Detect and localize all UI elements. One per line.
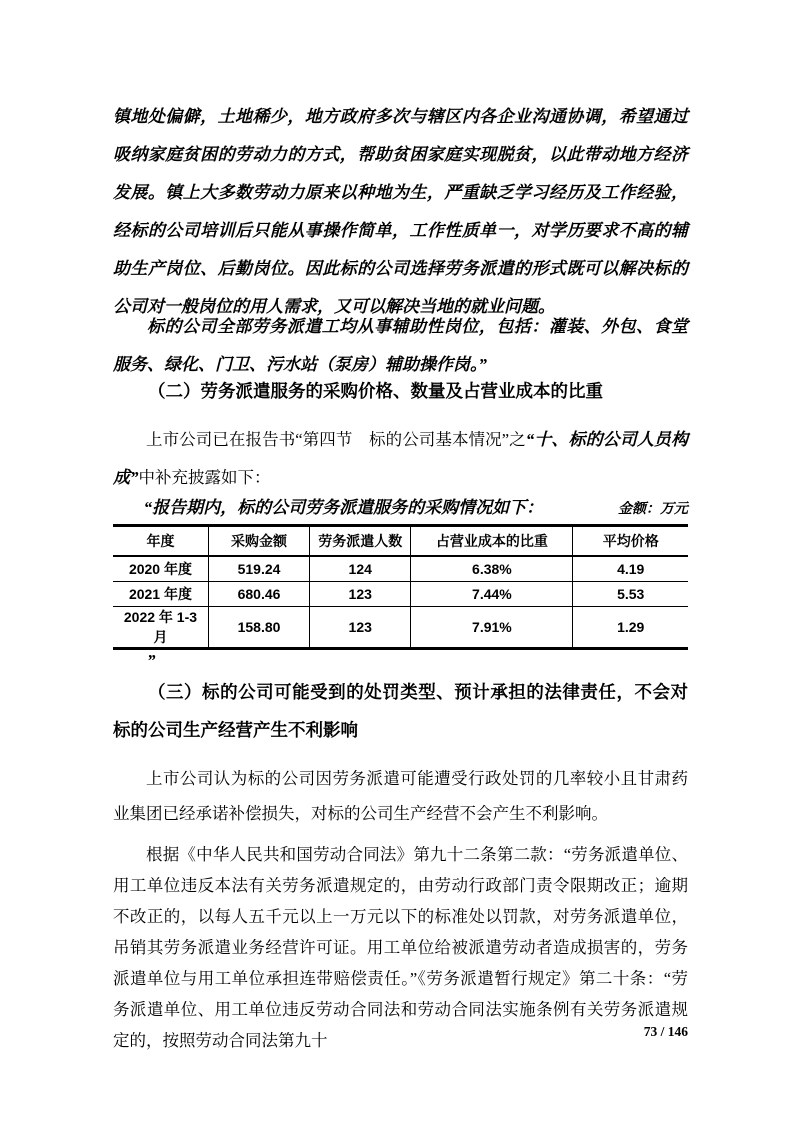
table-header-row (113, 526, 688, 557)
cell-average-price: 4.19 (573, 556, 688, 582)
cell-cost-ratio: 7.91% (411, 607, 573, 649)
cell-purchase-amount: 680.46 (208, 582, 309, 607)
para-penalty-opinion: 上市公司认为标的公司因劳务派遣可能遭受行政处罚的几率较小且甘肃药业集团已经承诺补偿损失，对标的公司生产经营不会产生不利影响。 (113, 768, 688, 823)
para-legal-basis: 根据《中华人民共和国劳动合同法》第九十二条第二款：“劳务派遣单位、用工单位违反本法有关劳务派遣规定的，由劳动行政部门责令限期改正；逾期不改正的，以每人五千元以上一万元以下的标准处以罚款，对劳务派遣单位，吊销其劳务派遣业务经营许可证。用工单位给被派遣劳动者造成损害的，劳务派遣单位与用工单位承担连带赔偿责任。”《劳务派遣暂行规定》第二十条：“劳务派遣单位、用工单位违反劳动合同法和劳动合同法实施条例有关劳务派遣规定的，按照劳动合同法第九十 (113, 844, 688, 1050)
para-town-background: 镇地处偏僻，土地稀少，地方政府多次与辖区内各企业沟通协调，希望通过吸纳家庭贫困的劳动力的方式，帮助贫困家庭实现脱贫，以此带动地方经济发展。镇上大多数劳动力原来以种地为生，严重缺乏学习经历及工作经验，经标的公司培训后只能从事操作简单，工作性质单一，对学历要求不高的辅助生产岗位、后勤岗位。因此标的公司选择劳务派遣的形式既可以解决标的公司对一般岗位的用人需求，又可以解决当地的就业问题。 (113, 107, 688, 316)
col-header-cost-ratio: 占营业成本的比重 (411, 526, 573, 557)
col-header-dispatch-headcount: 劳务派遣人数 (310, 526, 411, 557)
procurement-table-wrap (113, 524, 688, 650)
disclosure-ref-bold-section: “十、标的公司人员构成” (113, 429, 688, 487)
cell-dispatch-headcount: 123 (310, 582, 411, 607)
cell-year: 2021 年度 (113, 582, 208, 607)
table-row-2021 (113, 582, 688, 607)
cell-year: 2022 年 1-3 月 (113, 607, 208, 649)
table-row-2022q1 (113, 607, 688, 649)
table-unit-note: 金额：万元 (618, 502, 688, 517)
section-heading-2: （二）劳务派遣服务的采购价格、数量及占营业成本的比重 (148, 381, 603, 401)
disclosure-ref-text-2: 中补充披露如下： (138, 467, 271, 487)
cell-year: 2020 年度 (113, 556, 208, 582)
cell-average-price: 5.53 (573, 582, 688, 607)
page-number: 73 / 146 (643, 1024, 688, 1039)
col-header-average-price: 平均价格 (573, 526, 688, 557)
para-dispatch-positions: 标的公司全部劳务派遣工均从事辅助性岗位，包括：灌装、外包、食堂服务、绿化、门卫、污水站（泵房）辅助操作岗。” (113, 317, 688, 374)
procurement-table (113, 524, 688, 650)
cell-dispatch-headcount: 124 (310, 556, 411, 582)
para-disclosure-ref (113, 421, 688, 497)
table-row-2020 (113, 556, 688, 582)
para-quote-intro: “报告期内，标的公司劳务派遣服务的采购情况如下： (143, 498, 544, 517)
col-header-year: 年度 (113, 526, 208, 557)
col-header-purchase-amount: 采购金额 (208, 526, 309, 557)
cell-purchase-amount: 158.80 (208, 607, 309, 649)
section-heading-3: （三）标的公司可能受到的处罚类型、预计承担的法律责任，不会对标的公司生产经营产生不利影响 (113, 682, 688, 740)
closing-quote-mark: ” (147, 651, 156, 670)
cell-average-price: 1.29 (617, 619, 645, 635)
cell-cost-ratio: 7.44% (411, 582, 573, 607)
cell-cost-ratio: 6.38% (411, 556, 573, 582)
disclosure-ref-text-1: 上市公司已在报告书“第四节 标的公司基本情况”之 (146, 429, 526, 449)
cell-purchase-amount: 519.24 (208, 556, 309, 582)
cell-dispatch-headcount: 123 (310, 607, 411, 649)
